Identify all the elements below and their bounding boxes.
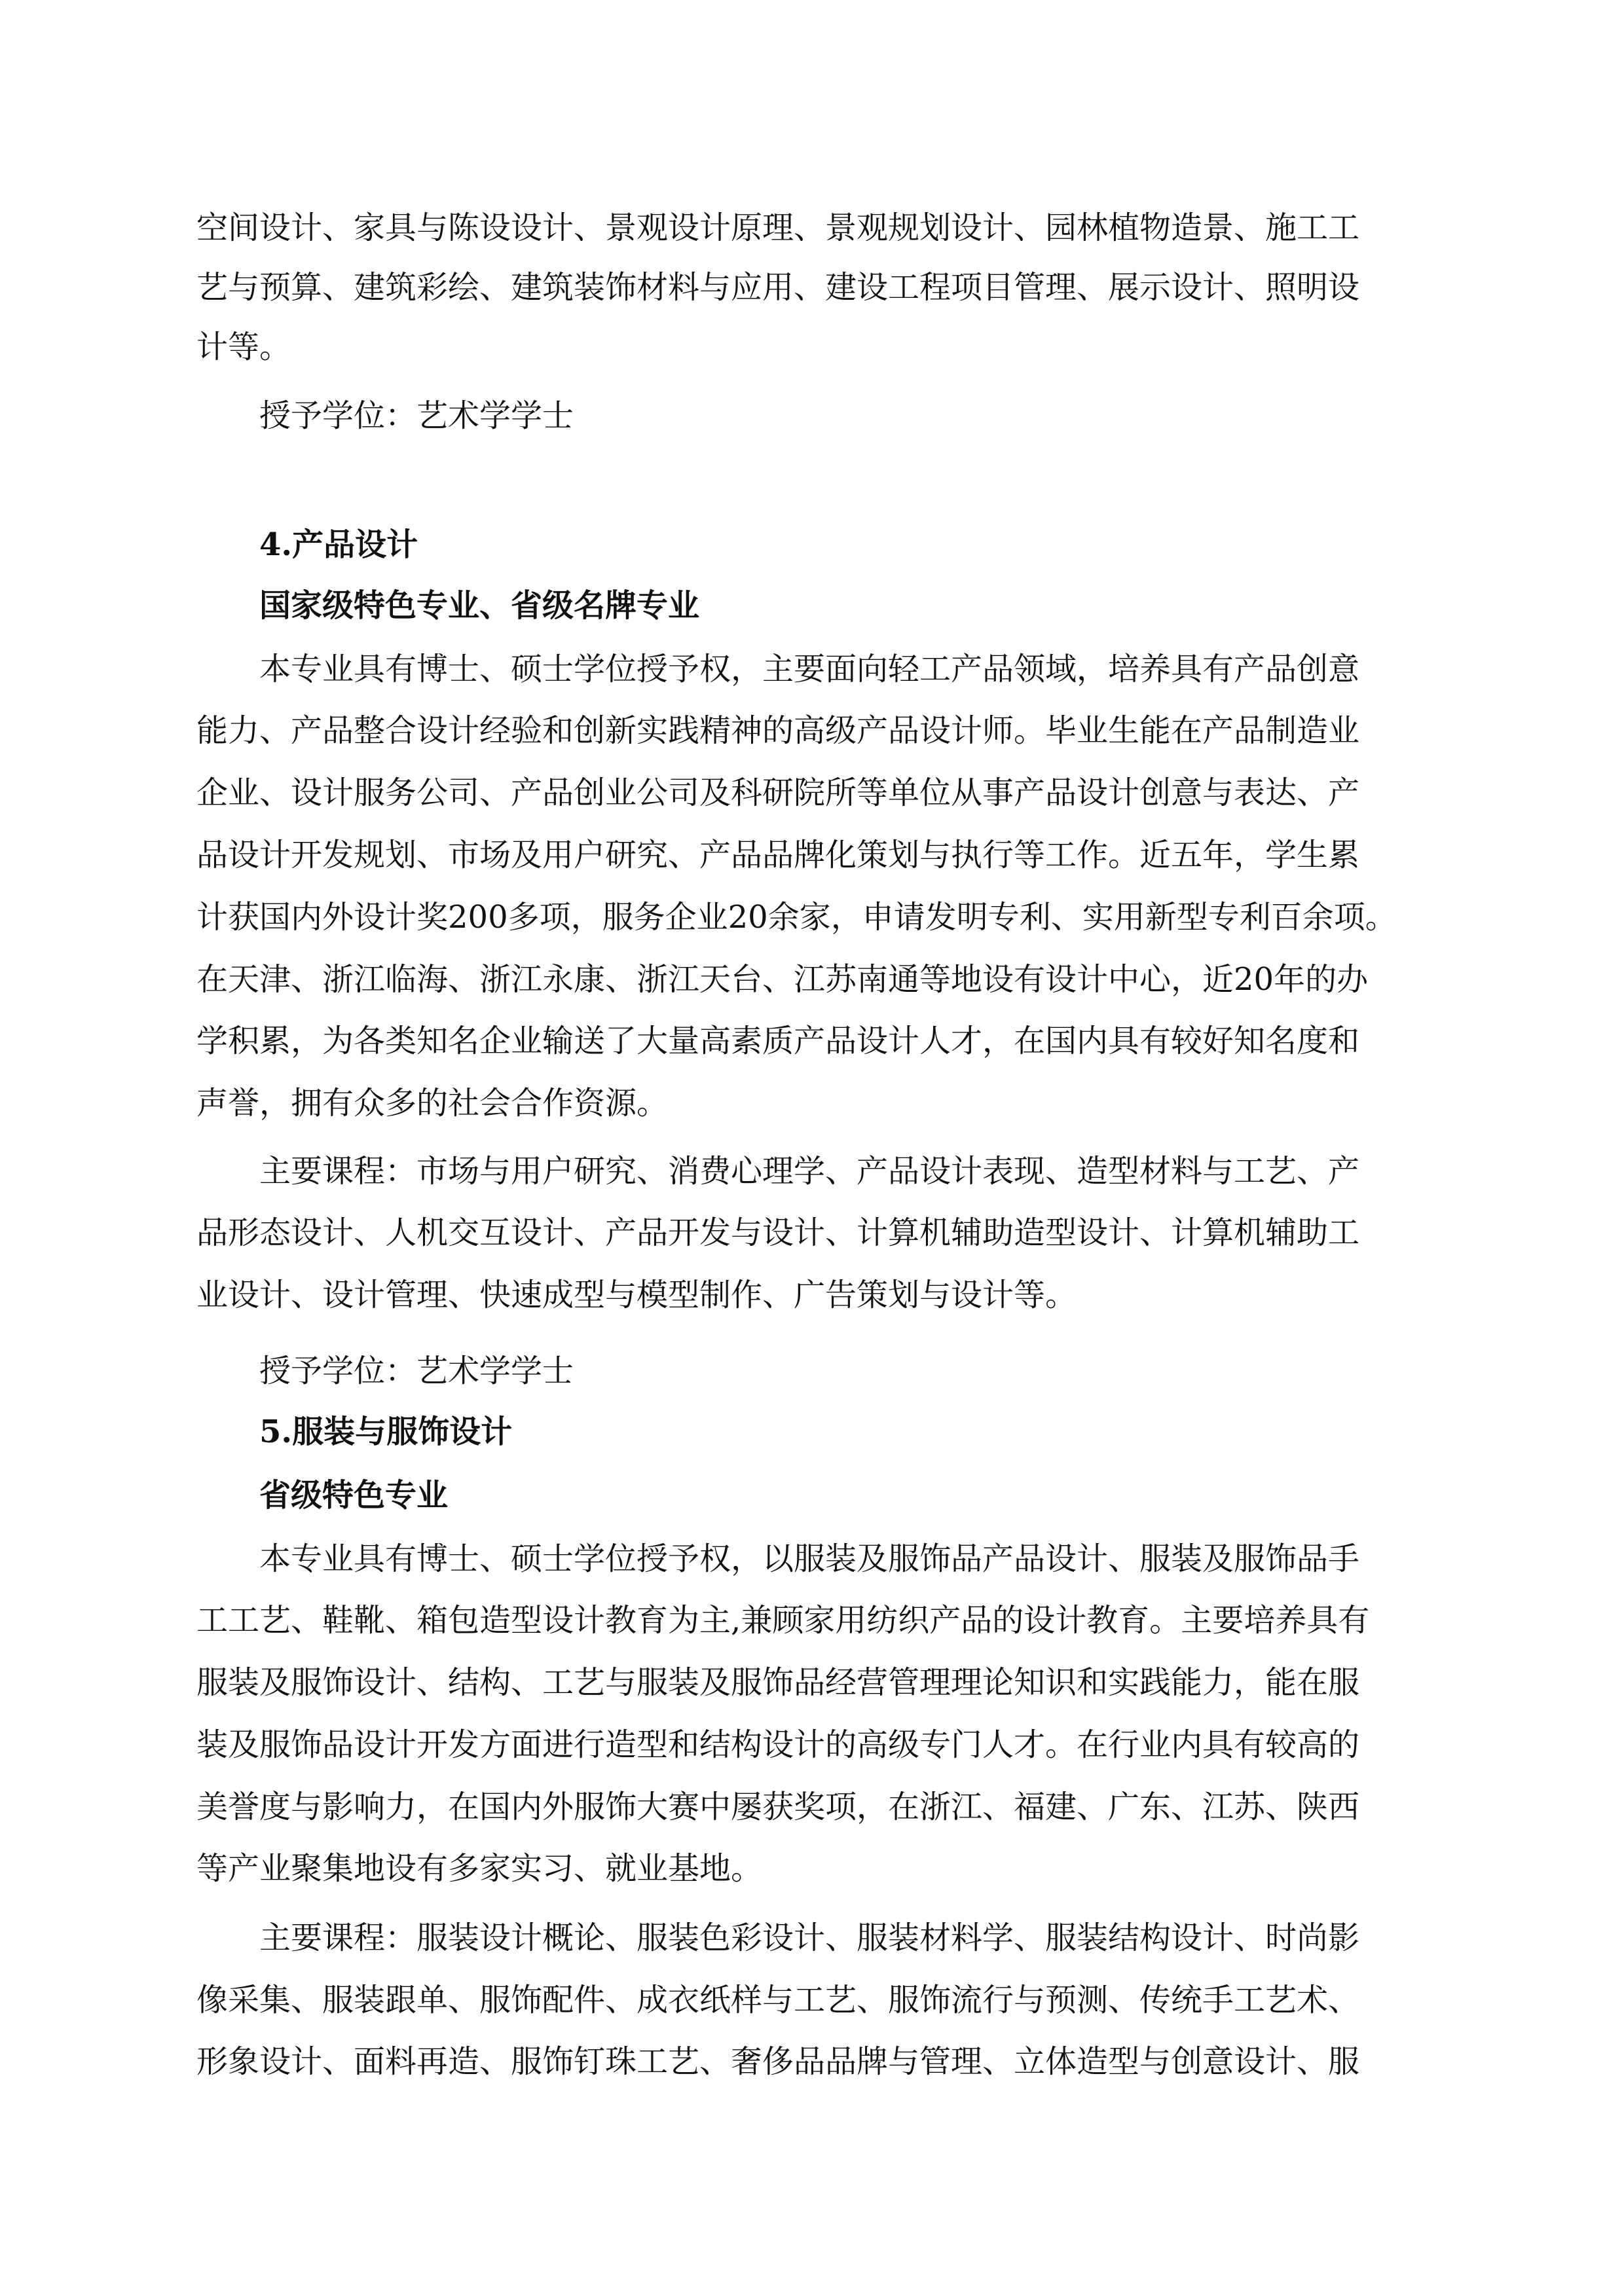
body-text-line: 主要课程：市场与用户研究、消费心理学、产品设计表现、造型材料与工艺、产 [259,1153,1360,1190]
body-text-line: 美誉度与影响力，在国内外服饰大赛中屡获奖项，在浙江、福建、广东、江苏、陕西 [196,1789,1360,1825]
body-text-line: 工工艺、鞋靴、箱包造型设计教育为主,兼顾家用纺织产品的设计教育。主要培养具有 [196,1602,1370,1639]
body-text-line: 形象设计、面料再造、服饰钉珠工艺、奢侈品品牌与管理、立体造型与创意设计、服 [196,2043,1360,2080]
body-text-line: 等产业聚集地设有多家实习、就业基地。 [196,1850,763,1887]
section-subtitle: 国家级特色专业、省级名牌专业 [259,587,700,624]
body-text-line: 本专业具有博士、硕士学位授予权，以服装及服饰品产品设计、服装及服饰品手 [259,1540,1360,1577]
body-text-line: 空间设计、家具与陈设设计、景观设计原理、景观规划设计、园林植物造景、施工工 [196,210,1360,246]
section-subtitle: 省级特色专业 [259,1477,449,1514]
document-page [196,0,1428,2296]
body-text-line: 声誉，拥有众多的社会合作资源。 [196,1085,669,1121]
body-text-line: 计获国内外设计奖200多项，服务企业20余家，申请发明专利、实用新型专利百余项。 [196,899,1397,936]
body-text-line: 品形态设计、人机交互设计、产品开发与设计、计算机辅助造型设计、计算机辅助工 [196,1214,1360,1251]
body-text-line: 品设计开发规划、市场及用户研究、产品品牌化策划与执行等工作。近五年，学生累 [196,837,1360,873]
degree-line: 授予学位：艺术学学士 [259,397,574,434]
section-title: 5.服装与服饰设计 [259,1413,513,1450]
section-title: 4.产品设计 [259,526,418,563]
degree-line: 授予学位：艺术学学士 [259,1353,574,1389]
body-text-line: 企业、设计服务公司、产品创业公司及科研院所等单位从事产品设计创意与表达、产 [196,774,1360,811]
body-text-line: 装及服饰品设计开发方面进行造型和结构设计的高级专门人才。在行业内具有较高的 [196,1726,1360,1763]
body-text-line: 本专业具有博士、硕士学位授予权，主要面向轻工产品领域，培养具有产品创意 [259,651,1360,687]
body-text-line: 计等。 [196,329,291,365]
body-text-line: 主要课程：服装设计概论、服装色彩设计、服装材料学、服装结构设计、时尚影 [259,1920,1360,1956]
body-text-line: 在天津、浙江临海、浙江永康、浙江天台、江苏南通等地设有设计中心，近20年的办 [196,961,1369,998]
body-text-line: 服装及服饰设计、结构、工艺与服装及服饰品经营管理理论知识和实践能力，能在服 [196,1664,1360,1701]
body-text-line: 业设计、设计管理、快速成型与模型制作、广告策划与设计等。 [196,1277,1077,1313]
body-text-line: 艺与预算、建筑彩绘、建筑装饰材料与应用、建设工程项目管理、展示设计、照明设 [196,269,1360,306]
body-text-line: 学积累，为各类知名企业输送了大量高素质产品设计人才，在国内具有较好知名度和 [196,1023,1360,1059]
body-text-line: 像采集、服装跟单、服饰配件、成衣纸样与工艺、服饰流行与预测、传统手工艺术、 [196,1982,1360,2018]
body-text-line: 能力、产品整合设计经验和创新实践精神的高级产品设计师。毕业生能在产品制造业 [196,712,1360,749]
